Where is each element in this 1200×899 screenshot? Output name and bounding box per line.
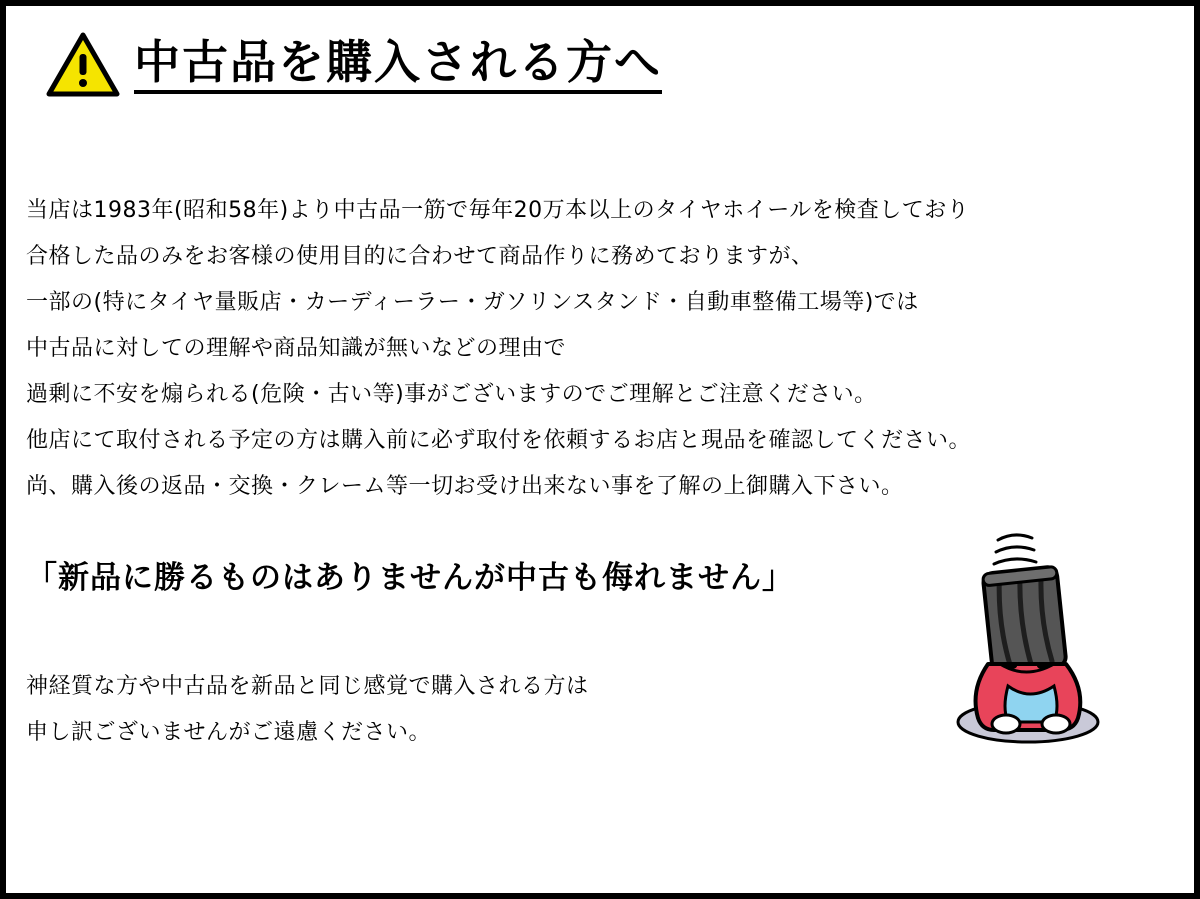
notice-line: 過剰に不安を煽られる(危険・古い等)事がございますのでご理解とご注意ください。 <box>26 382 877 407</box>
notice-line: 当店は1983年(昭和58年)より中古品一筋で毎年20万本以上のタイヤホイールを検査しており <box>26 198 970 223</box>
notice-line: 合格した品のみをお客様の使用目的に合わせて商品作りに務めておりますが、 <box>26 244 814 269</box>
warning-triangle-icon <box>46 32 120 98</box>
closing-block <box>26 664 926 756</box>
closing-line: 神経質な方や中古品を新品と同じ感覚で購入される方は <box>26 674 589 699</box>
notice-line: 一部の(特にタイヤ量販店・カーディーラー・ガソリンスタンド・自動車整備工場等)では <box>26 290 919 315</box>
quote-text: 「新品に勝るものはありませんが中古も侮れません」 <box>26 560 794 596</box>
bowing-person-with-tire-head-illustration <box>936 514 1126 749</box>
page-inner <box>6 6 1194 893</box>
page-title: 中古品を購入される方へ <box>134 36 662 95</box>
quote-block <box>26 558 926 598</box>
notice-line: 尚、購入後の返品・交換・クレーム等一切お受け出来ない事を了解の上御購入下さい。 <box>26 474 904 499</box>
closing-line: 申し訳ございませんがご遠慮ください。 <box>26 720 432 745</box>
notice-line: 中古品に対しての理解や商品知識が無いなどの理由で <box>26 336 567 361</box>
page-header <box>46 32 662 98</box>
notice-line: 他店にて取付される予定の方は購入前に必ず取付を依頼するお店と現品を確認してください。 <box>26 428 972 453</box>
notice-body <box>26 188 1026 510</box>
